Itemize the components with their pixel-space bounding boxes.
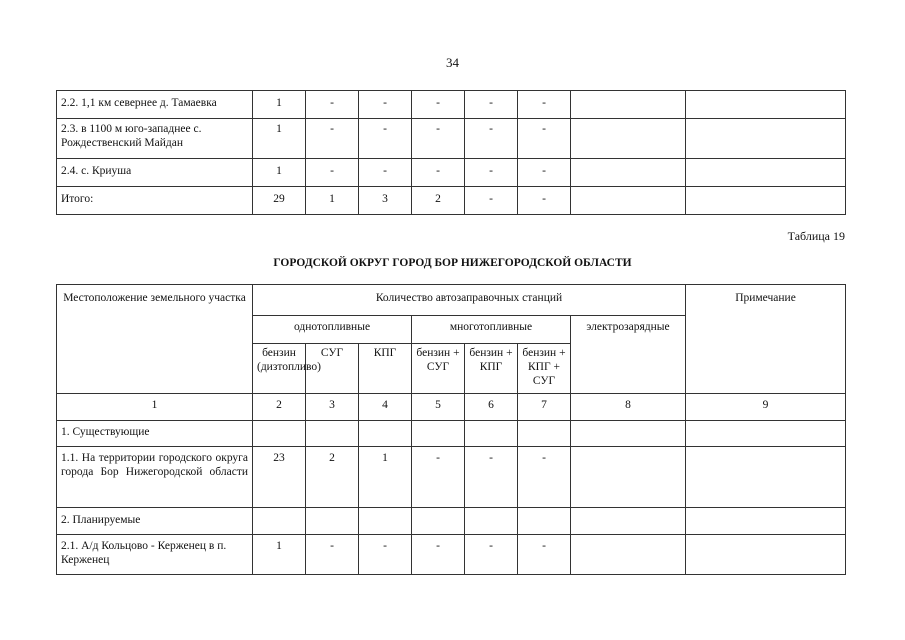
note-cell [686,535,846,575]
header-petrol: бензин (дизтопливо) [253,344,306,394]
value-cell: 2 [306,447,359,508]
value-cell [253,508,306,535]
value-cell [359,421,412,447]
value-cell [306,421,359,447]
value-cell [306,508,359,535]
value-cell [571,508,686,535]
location-cell: 2.4. с. Криуша [57,159,253,187]
note-cell [686,119,846,159]
header-petrol-sug: бензин + СУГ [412,344,465,394]
header-kpg: КПГ [359,344,412,394]
value-cell [571,187,686,215]
header-sug: СУГ [306,344,359,394]
column-number: 2 [253,394,306,421]
value-cell: - [306,535,359,575]
value-cell: - [359,159,412,187]
value-cell: - [518,119,571,159]
value-cell [571,421,686,447]
value-cell: - [518,535,571,575]
note-cell [686,508,846,535]
value-cell: - [306,159,359,187]
value-cell [412,421,465,447]
value-cell: - [518,159,571,187]
value-cell [412,508,465,535]
column-number: 5 [412,394,465,421]
column-number: 8 [571,394,686,421]
page-number: 34 [446,55,459,70]
value-cell: 1 [306,187,359,215]
value-cell: - [306,119,359,159]
value-cell: - [359,119,412,159]
header-petrol-kpg: бензин + КПГ [465,344,518,394]
location-cell: 2.1. А/д Кольцово - Керженец в п. Керженец [57,535,253,575]
value-cell [518,508,571,535]
note-cell [686,421,846,447]
value-cell: - [359,535,412,575]
value-cell: - [359,91,412,119]
value-cell [359,508,412,535]
note-cell [686,187,846,215]
value-cell: 1 [253,91,306,119]
note-cell [686,447,846,508]
value-cell: - [306,91,359,119]
value-cell [571,159,686,187]
value-cell: - [518,447,571,508]
column-number: 3 [306,394,359,421]
section-row [57,421,846,447]
value-cell: - [465,91,518,119]
continuation-table [56,90,846,215]
value-cell: - [412,91,465,119]
value-cell: - [412,447,465,508]
header-electric: электрозарядные [571,316,686,394]
column-number: 7 [518,394,571,421]
value-cell: 29 [253,187,306,215]
value-cell: 2 [412,187,465,215]
value-cell: 1 [253,535,306,575]
value-cell: - [465,447,518,508]
value-cell: - [465,119,518,159]
location-cell: 2. Планируемые [57,508,253,535]
location-cell: 1.1. На территории городского округа города Бор Нижегородской области [57,447,253,508]
section-row [57,508,846,535]
note-cell [686,91,846,119]
header-location: Местоположение земельного участка [57,285,253,394]
header-petrol-kpg-sug: бензин + КПГ + СУГ [518,344,571,394]
value-cell: - [518,91,571,119]
value-cell [253,421,306,447]
value-cell [571,535,686,575]
header-row [57,285,846,316]
value-cell: 1 [253,119,306,159]
value-cell [571,119,686,159]
value-cell: - [412,159,465,187]
table-row [57,535,846,575]
location-cell: 2.3. в 1100 м юго-западнее с. Рождественский Майдан [57,119,253,159]
table-label: Таблица 19 [787,229,845,243]
table-row [57,119,846,159]
column-number: 6 [465,394,518,421]
location-cell: 2.2. 1,1 км севернее д. Тамаевка [57,91,253,119]
value-cell: - [465,535,518,575]
value-cell [465,508,518,535]
value-cell: 23 [253,447,306,508]
gas-stations-table [56,284,846,575]
column-numbers-row [57,394,846,421]
table-row [57,159,846,187]
note-cell [686,159,846,187]
header-count: Количество автозаправочных станций [253,285,686,316]
value-cell: - [465,159,518,187]
table-row [57,91,846,119]
header-single-fuel: однотопливные [253,316,412,344]
location-cell: 1. Существующие [57,421,253,447]
value-cell: - [412,535,465,575]
column-number: 1 [57,394,253,421]
value-cell: - [465,187,518,215]
value-cell [571,447,686,508]
total-row [57,187,846,215]
value-cell [571,91,686,119]
column-number: 4 [359,394,412,421]
header-multi-fuel: многотопливные [412,316,571,344]
value-cell: 1 [359,447,412,508]
table-row [57,447,846,508]
value-cell: - [412,119,465,159]
value-cell: 1 [253,159,306,187]
value-cell: - [518,187,571,215]
table-title: ГОРОДСКОЙ ОКРУГ ГОРОД БОР НИЖЕГОРОДСКОЙ ОБЛАСТИ [273,257,632,269]
header-note: Примечание [686,285,846,394]
value-cell [518,421,571,447]
value-cell: 3 [359,187,412,215]
value-cell [465,421,518,447]
column-number: 9 [686,394,846,421]
location-cell: Итого: [57,187,253,215]
